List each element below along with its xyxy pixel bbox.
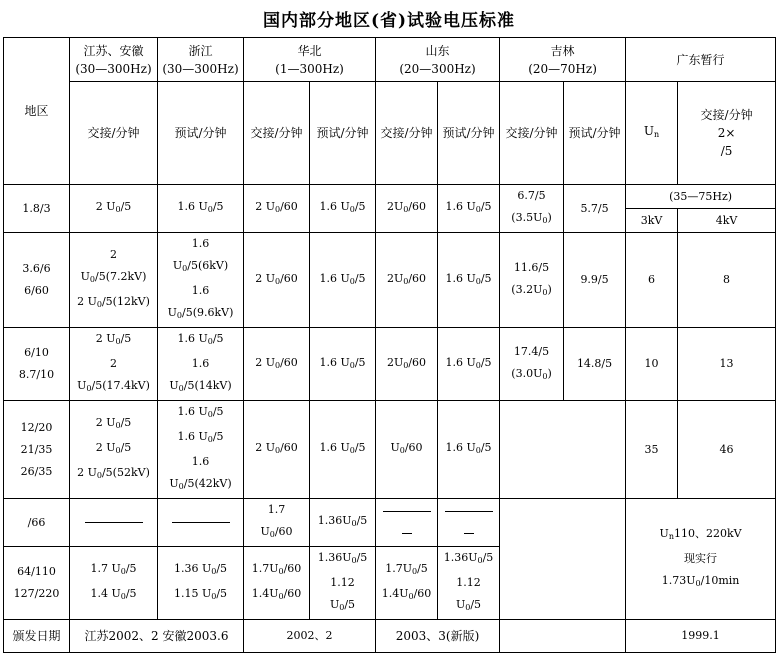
table-row bbox=[4, 499, 776, 547]
cell: 5.7/5 bbox=[564, 185, 626, 233]
cell: $1.7U_0/5$ $1.4U_0/60$ bbox=[376, 547, 438, 620]
cell: $1.36U_0/5$ 1.12 $U_0/5$ bbox=[310, 547, 376, 620]
cell: 1.6 $U_0/5$ bbox=[310, 328, 376, 401]
issue-date-huabei: 2002、2 bbox=[244, 620, 376, 653]
cell: 17.4/5 $(3.0U_0)$ bbox=[500, 328, 564, 401]
cell: 2 $U_0/5$ 2 $U_0/5$ 2 $U_0/5(52kV)$ bbox=[70, 401, 158, 499]
guangdong-4kv: 4kV bbox=[678, 209, 776, 233]
issue-date-label: 颁发日期 bbox=[4, 620, 70, 653]
guangdong-high-voltage-note: $U_n110$、220kV 现实行 $1.73U_0/10\min$ bbox=[626, 499, 776, 620]
cell: 11.6/5 $(3.2U_0)$ bbox=[500, 233, 564, 328]
cell: 2 $U_0/5(7.2kV)$ 2 $U_0/5(12kV)$ bbox=[70, 233, 158, 328]
header-row bbox=[4, 38, 776, 82]
cell: 1.7 $U_0/5$ 1.4 $U_0/5$ bbox=[70, 547, 158, 620]
subheader-row bbox=[4, 82, 776, 185]
cell: 2 $U_0/5$ 2 $U_0/5(17.4kV)$ bbox=[70, 328, 158, 401]
cell: $1.36U_0/5$ bbox=[310, 499, 376, 547]
zhejiang-subheader: 预试/分钟 bbox=[158, 82, 244, 185]
region-cell: 12/20 21/35 26/35 bbox=[4, 401, 70, 499]
dash-line bbox=[402, 533, 412, 534]
cell: 1.6 $U_0/5$ bbox=[310, 233, 376, 328]
voltage-standard-table bbox=[3, 37, 776, 653]
cell: 1.6 $U_0/5$ bbox=[438, 233, 500, 328]
cell: 6 bbox=[626, 233, 678, 328]
cell: $2U_0/60$ bbox=[376, 328, 438, 401]
jilin-header: 吉林 (20—70Hz) bbox=[500, 38, 626, 82]
shandong-handover-subheader: 交接/分钟 bbox=[376, 82, 438, 185]
cell: 1.6 $U_0/5$ bbox=[438, 401, 500, 499]
dash-line bbox=[464, 533, 474, 534]
region-header: 地区 bbox=[4, 38, 70, 185]
dash-cell bbox=[70, 499, 158, 547]
cell: 1.6 $U_0/5$ bbox=[158, 185, 244, 233]
cell: $2U_0/60$ bbox=[376, 185, 438, 233]
issue-date-shandong: 2003、3(新版) bbox=[376, 620, 500, 653]
cell: 1.6 $U_0/5(6kV)$ 1.6 $U_0/5(9.6kV)$ bbox=[158, 233, 244, 328]
region-cell: 64/110 127/220 bbox=[4, 547, 70, 620]
cell: 1.7 $U_0/60$ bbox=[244, 499, 310, 547]
jilin-handover-subheader: 交接/分钟 bbox=[500, 82, 564, 185]
guangdong-header: 广东暂行 bbox=[626, 38, 776, 82]
issue-date-jilin bbox=[500, 620, 626, 653]
jiangsu-anhui-subheader: 交接/分钟 bbox=[70, 82, 158, 185]
guangdong-3kv: 3kV bbox=[626, 209, 678, 233]
cell: 14.8/5 bbox=[564, 328, 626, 401]
zhejiang-header: 浙江 (30—300Hz) bbox=[158, 38, 244, 82]
guangdong-frequency-range: (35—75Hz) bbox=[626, 185, 776, 209]
page-title: 国内部分地区(省)试验电压标准 bbox=[262, 11, 516, 31]
footer-row bbox=[4, 620, 776, 653]
dash-cell bbox=[438, 499, 500, 547]
empty-cell bbox=[500, 401, 626, 499]
huabei-handover-subheader: 交接/分钟 bbox=[244, 82, 310, 185]
shandong-pretest-subheader: 预试/分钟 bbox=[438, 82, 500, 185]
cell: 2 $U_0/5$ bbox=[70, 185, 158, 233]
cell: 46 bbox=[678, 401, 776, 499]
cell: 1.6 $U_0/5$ bbox=[438, 328, 500, 401]
table-row bbox=[4, 185, 776, 209]
table-row bbox=[4, 233, 776, 328]
huabei-header: 华北 (1—300Hz) bbox=[244, 38, 376, 82]
region-cell: 3.6/6 6/60 bbox=[4, 233, 70, 328]
dash-line bbox=[383, 511, 431, 512]
cell: 9.9/5 bbox=[564, 233, 626, 328]
empty-cell bbox=[500, 499, 626, 620]
cell: 6.7/5 $(3.5U_0)$ bbox=[500, 185, 564, 233]
cell: 35 bbox=[626, 401, 678, 499]
shandong-header: 山东 (20—300Hz) bbox=[376, 38, 500, 82]
issue-date-jiangsu-anhui: 江苏2002、2 安徽2003.6 bbox=[70, 620, 244, 653]
region-cell: /66 bbox=[4, 499, 70, 547]
guangdong-un-subheader: $U_n$ bbox=[626, 82, 678, 185]
cell: $1.7U_0/60$ $1.4U_0/60$ bbox=[244, 547, 310, 620]
dash-line bbox=[172, 522, 230, 523]
cell: 2 $U_0/60$ bbox=[244, 328, 310, 401]
cell: 1.6 $U_0/5$ bbox=[310, 185, 376, 233]
table-row bbox=[4, 328, 776, 401]
dash-cell bbox=[158, 499, 244, 547]
issue-date-guangdong: 1999.1 bbox=[626, 620, 776, 653]
cell: 1.6 $U_0/5$ 1.6 $U_0/5(14kV)$ bbox=[158, 328, 244, 401]
cell: $1.36U_0/5$ 1.12 $U_0/5$ bbox=[438, 547, 500, 620]
jilin-pretest-subheader: 预试/分钟 bbox=[564, 82, 626, 185]
guangdong-handover-subheader: 交接/分钟 2× /5 bbox=[678, 82, 776, 185]
cell: 1.36 $U_0/5$ 1.15 $U_0/5$ bbox=[158, 547, 244, 620]
dash-line bbox=[85, 522, 143, 523]
cell: $U_0/60$ bbox=[376, 401, 438, 499]
cell: 1.6 $U_0/5$ bbox=[310, 401, 376, 499]
region-cell: 1.8/3 bbox=[4, 185, 70, 233]
cell: 1.6 $U_0/5$ bbox=[438, 185, 500, 233]
cell: 2 $U_0/60$ bbox=[244, 233, 310, 328]
region-cell: 6/10 8.7/10 bbox=[4, 328, 70, 401]
jiangsu-anhui-header: 江苏、安徽 (30—300Hz) bbox=[70, 38, 158, 82]
dash-cell bbox=[376, 499, 438, 547]
cell: 2 $U_0/60$ bbox=[244, 401, 310, 499]
cell: 1.6 $U_0/5$ 1.6 $U_0/5$ 1.6 $U_0/5(42kV)$ bbox=[158, 401, 244, 499]
cell: $2U_0/60$ bbox=[376, 233, 438, 328]
huabei-pretest-subheader: 预试/分钟 bbox=[310, 82, 376, 185]
table-row bbox=[4, 401, 776, 499]
dash-line bbox=[445, 511, 493, 512]
cell: 8 bbox=[678, 233, 776, 328]
cell: 2 $U_0/60$ bbox=[244, 185, 310, 233]
cell: 13 bbox=[678, 328, 776, 401]
cell: 10 bbox=[626, 328, 678, 401]
